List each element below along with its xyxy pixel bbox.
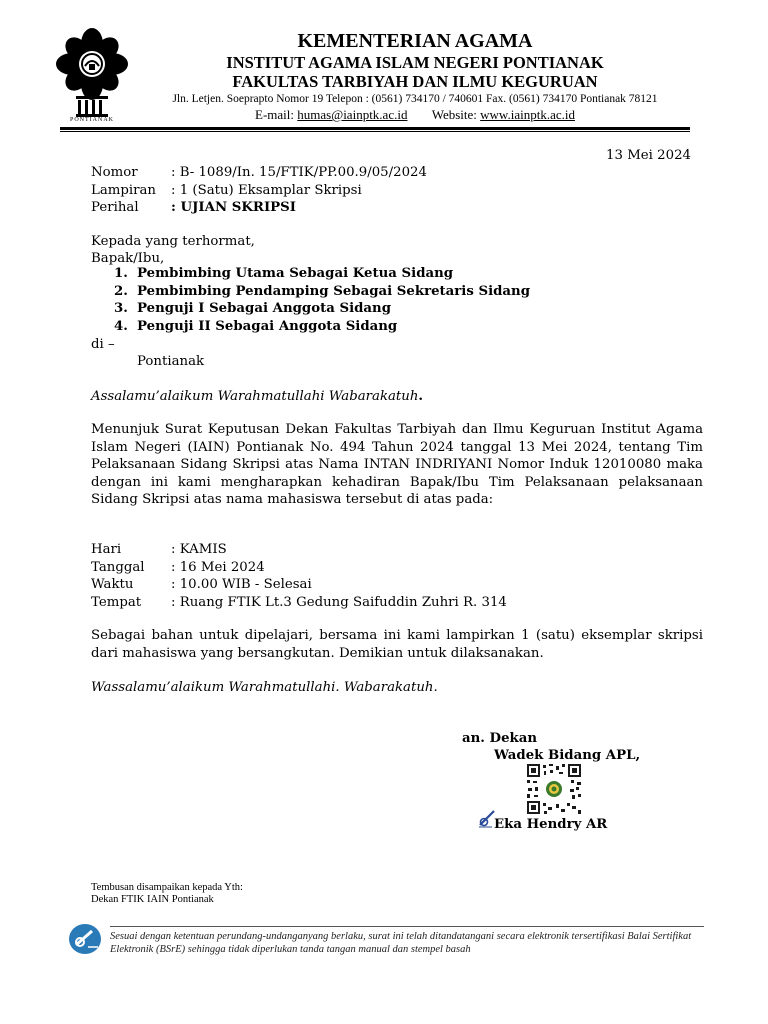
letterhead-divider-thin bbox=[60, 131, 690, 132]
website-link[interactable]: www.iainptk.ac.id bbox=[480, 107, 575, 122]
list-item: 2. Pembimbing Pendamping Sebagai Sekretaris Sidang bbox=[114, 283, 530, 299]
list-item: 3. Penguji I Sebagai Anggota Sidang bbox=[114, 301, 392, 316]
list-item: 1. Pembimbing Utama Sebagai Ketua Sidang bbox=[114, 266, 454, 281]
opening-greeting: Assalamu’alaikum Warahmatullahi Wabarakatuh. bbox=[91, 389, 424, 404]
recipient-greeting: Kepada yang terhormat, bbox=[91, 234, 255, 249]
schedule-row: Waktu : 10.00 WIB - Selesai bbox=[91, 577, 312, 592]
meta-row-number bbox=[91, 164, 427, 182]
schedule-row: Tanggal : 16 Mei 2024 bbox=[91, 559, 265, 575]
faculty-name: FAKULTAS TARBIYAH DAN ILMU KEGURUAN bbox=[232, 72, 598, 91]
letter-meta bbox=[91, 164, 427, 217]
meta-value: : 1 (Satu) Eksamplar Skripsi bbox=[171, 182, 362, 198]
logo-text: PONTIANAK bbox=[70, 117, 114, 123]
closing-paragraph: Sebagai bahan untuk dipelajari, bersama ini kami lampirkan 1 (satu) eksemplar skripsi dari mahasiswa yang bersangkutan. Demikian untuk dilaksanakan. bbox=[91, 628, 703, 661]
email-label: E-mail: bbox=[255, 107, 295, 122]
signature-on-behalf: an. Dekan bbox=[462, 731, 538, 746]
body-paragraph: Menunjuk Surat Keputusan Dekan Fakultas Tarbiyah dan Ilmu Keguruan Institut Agama Islam Negeri (IAIN) Pontianak No. 494 Tahun 2024 tanggal 13 Mei 2024, tentang Tim Pelaksanaan Sidang Skripsi atas Nama INTAN INDRIYANI Nomor Induk 12010080 maka dengan ini kami mengharapkan kehadiran Bapak/Ibu Tim Pelaksanaan pelaksanaan Sidang Skripsi atas nama mahasiswa tersebut di atas pada: bbox=[91, 422, 703, 508]
cc-heading: Tembusan disampaikan kepada Yth: bbox=[91, 882, 243, 893]
meta-value: : B- 1089/In. 15/FTIK/PP.00.9/05/2024 bbox=[171, 165, 427, 180]
meta-label: Nomor bbox=[91, 165, 138, 180]
bsre-logo-icon bbox=[68, 923, 102, 955]
email-link[interactable]: humas@iainptk.ac.id bbox=[297, 107, 408, 122]
meta-row-subject bbox=[91, 199, 296, 217]
qr-code bbox=[526, 763, 582, 815]
website-label: Website: bbox=[431, 107, 477, 122]
letterhead-divider-thick bbox=[60, 127, 690, 130]
meta-value: : UJIAN SKRIPSI bbox=[171, 200, 296, 215]
recipient-list bbox=[114, 265, 530, 335]
recipient-salutation: Bapak/Ibu, bbox=[91, 251, 165, 266]
meta-label: Perihal bbox=[91, 200, 139, 215]
bsre-logo bbox=[68, 923, 102, 955]
signatory-name: Eka Hendry AR bbox=[494, 817, 608, 832]
list-item: 4. Penguji II Sebagai Anggota Sidang bbox=[114, 318, 398, 334]
meta-label: Lampiran bbox=[91, 182, 156, 198]
footer-divider bbox=[110, 926, 704, 927]
schedule-row: Tempat : Ruang FTIK Lt.3 Gedung Saifuddin Zuhri R. 314 bbox=[91, 594, 507, 610]
cc-item: Dekan FTIK IAIN Pontianak bbox=[91, 894, 214, 905]
ministry-name: KEMENTERIAN AGAMA bbox=[297, 30, 533, 52]
signature-position: Wadek Bidang APL, bbox=[494, 748, 641, 763]
footer-note: Sesuai dengan ketentuan perundang-undanganyang berlaku, surat ini telah ditandatangani secara elektronik tersertifikasi Balai Sertifikat Elektronik (BSrE) sehingga tidak diperlukan tanda tangan manual dan stempel basah bbox=[110, 931, 692, 955]
qr-code-icon bbox=[526, 763, 582, 815]
contact-line bbox=[120, 107, 710, 123]
closing-greeting: Wassalamu’alaikum Warahmatullahi. Wabarakatuh. bbox=[91, 680, 438, 695]
meta-row-attachment bbox=[91, 182, 362, 200]
institution-address: Jln. Letjen. Soeprapto Nomor 19 Telepon : (0561) 734170 / 740601 Fax. (0561) 734170 Pontianak 78121 bbox=[172, 93, 658, 105]
recipient-city: Pontianak bbox=[137, 354, 205, 369]
letter-date: 13 Mei 2024 bbox=[606, 148, 691, 163]
recipient-di: di – bbox=[91, 337, 115, 352]
institute-name: INSTITUT AGAMA ISLAM NEGERI PONTIANAK bbox=[226, 53, 604, 72]
schedule-table bbox=[91, 541, 507, 611]
schedule-row: Hari : KAMIS bbox=[91, 542, 227, 557]
